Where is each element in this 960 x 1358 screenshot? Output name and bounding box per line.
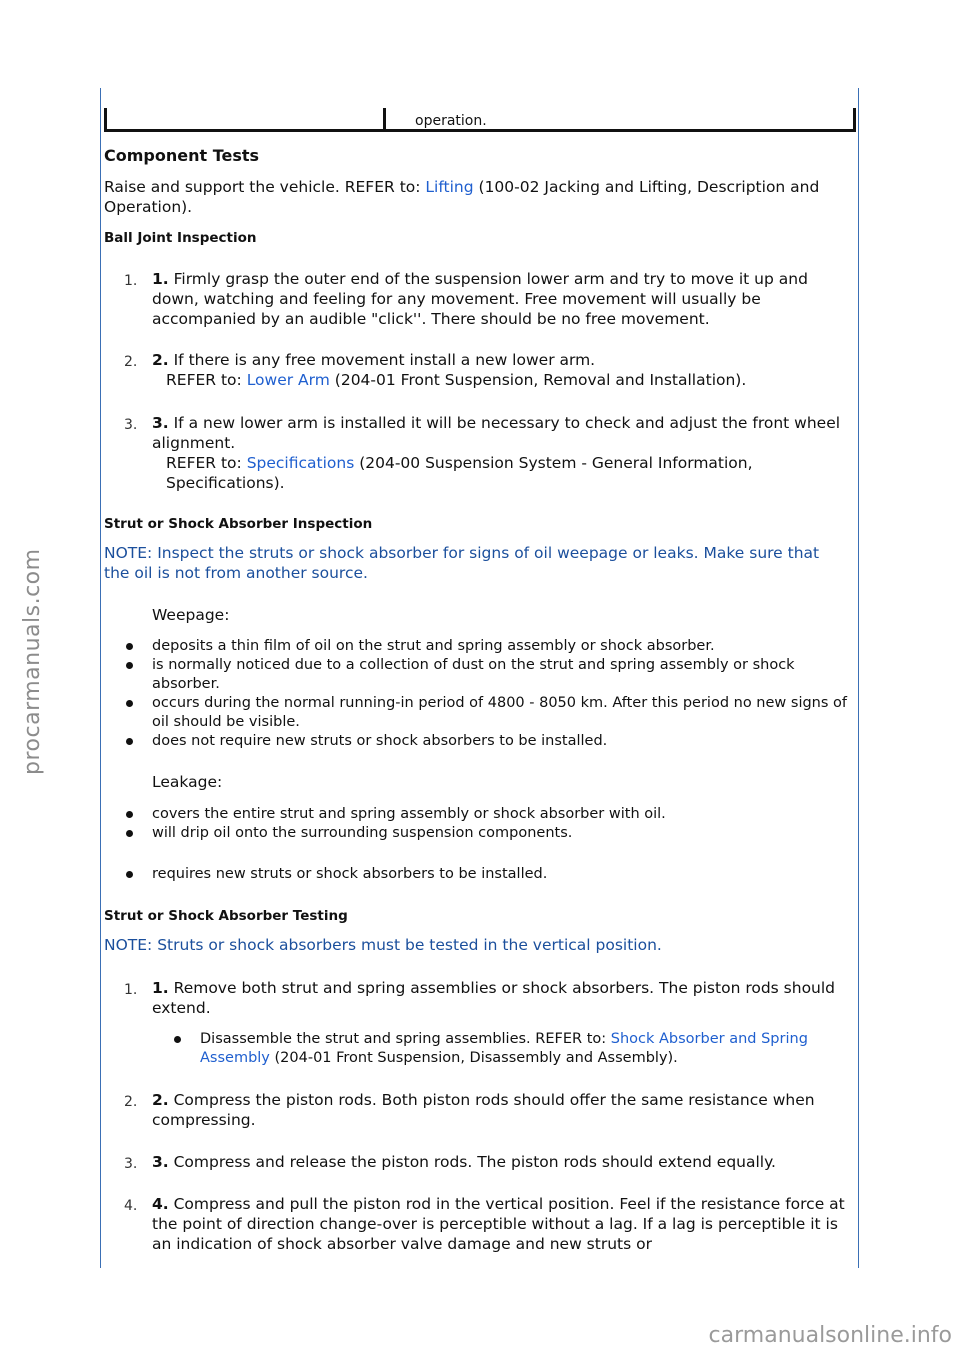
- strut-testing-note: NOTE: Struts or shock absorbers must be tested in the vertical position.: [104, 936, 662, 954]
- lower-arm-link[interactable]: Lower Arm: [246, 371, 330, 389]
- refer-text: REFER to:: [166, 371, 247, 389]
- page-frame-left: [100, 88, 101, 1268]
- step-num: 1.: [152, 979, 169, 997]
- bullet-icon: [126, 811, 133, 818]
- bullet-icon: [174, 1036, 181, 1043]
- step-text: If there is any free movement install a new lower arm.: [168, 351, 596, 369]
- bullet-icon: [126, 738, 133, 745]
- step-num: 2.: [152, 351, 169, 369]
- component-tests-intro: [104, 177, 844, 217]
- table-border-bottom: [104, 129, 856, 132]
- step-text: Compress and pull the piston rod in the vertical position. Feel if the resistance force at the point of direction change-over is perceptible without a lag. If a lag is perceptible it is an indication of shock absorber valve damage and new struts or: [152, 1195, 845, 1253]
- step-text: Remove both strut and spring assemblies or shock absorbers. The piston rods should extend.: [152, 979, 836, 1017]
- bullet-icon: [126, 643, 133, 650]
- watermark-left: procarmanuals.com: [20, 548, 45, 775]
- list-item: [124, 805, 848, 824]
- intro-text: Raise and support the vehicle. REFER to:: [104, 178, 426, 196]
- list-item: [124, 865, 848, 884]
- bullet-icon: [126, 871, 133, 878]
- list-item-text: will drip oil onto the surrounding suspension components.: [152, 825, 573, 841]
- sub-text-after: (204-01 Front Suspension, Disassembly and Assembly).: [269, 1050, 678, 1066]
- step-marker: 3.: [124, 417, 138, 433]
- list-item-text: occurs during the normal running-in period of 4800 - 8050 km. After this period no new signs of oil should be visible.: [152, 695, 848, 730]
- strut-testing-heading: Strut or Shock Absorber Testing: [104, 908, 348, 924]
- step-num: 3.: [152, 1153, 169, 1171]
- strut-inspection-note: NOTE: Inspect the struts or shock absorber for signs of oil weepage or leaks. Make sure that the oil is not from another source.: [104, 544, 820, 582]
- ball-joint-heading: Ball Joint Inspection: [104, 230, 257, 246]
- step-marker: 2.: [124, 354, 138, 370]
- specifications-link[interactable]: Specifications: [246, 454, 355, 472]
- list-item: [124, 637, 848, 656]
- bullet-icon: [126, 700, 133, 707]
- step-num: 4.: [152, 1195, 169, 1213]
- list-item-text: does not require new struts or shock absorbers to be installed.: [152, 733, 608, 749]
- weepage-label: Weepage:: [152, 606, 230, 624]
- step-text: Compress and release the piston rods. The piston rods should extend equally.: [168, 1153, 776, 1171]
- refer-after: (204-00 Suspension System - General Information, Specifications).: [166, 454, 753, 492]
- leakage-list: [124, 805, 848, 843]
- step-marker: 4.: [124, 1198, 138, 1214]
- step-text: Firmly grasp the outer end of the suspension lower arm and try to move it up and down, watching and feeling for any movement. Free movement will usually be accompanied by an audible "click''. There should be no free movement.: [152, 270, 808, 328]
- component-tests-heading: Component Tests: [104, 146, 260, 165]
- sub-text: Disassemble the strut and spring assemblies. REFER to:: [200, 1031, 611, 1047]
- step-marker: 2.: [124, 1094, 138, 1110]
- step-num: 1.: [152, 270, 169, 288]
- refer-after: (204-01 Front Suspension, Removal and Installation).: [329, 371, 747, 389]
- bullet-icon: [126, 662, 133, 669]
- list-item: [124, 694, 848, 732]
- bullet-icon: [126, 830, 133, 837]
- step-marker: 1.: [124, 273, 138, 289]
- list-item-text: is normally noticed due to a collection of dust on the strut and spring assembly or shock absorber.: [152, 657, 795, 692]
- step-body: [152, 1090, 852, 1130]
- step-num: 3.: [152, 414, 169, 432]
- list-item-text: requires new struts or shock absorbers to be installed.: [152, 866, 548, 882]
- leakage-extra-list: [124, 865, 848, 884]
- table-fragment: [104, 108, 856, 132]
- strut-inspection-heading: Strut or Shock Absorber Inspection: [104, 516, 373, 532]
- step-body: [152, 1194, 852, 1254]
- intro-text-after: (100-02 Jacking and Lifting, Description and Operation).: [104, 178, 820, 216]
- step-text: If a new lower arm is installed it will be necessary to check and adjust the front wheel alignment.: [152, 414, 841, 452]
- step-body: [152, 350, 852, 390]
- step-text: Compress the piston rods. Both piston rods should offer the same resistance when compressing.: [152, 1091, 815, 1129]
- list-item-text: covers the entire strut and spring assembly or shock absorber with oil.: [152, 806, 666, 822]
- step-body: [152, 978, 852, 1018]
- list-item: [124, 656, 848, 694]
- step-marker: 3.: [124, 1156, 138, 1172]
- step-body: [152, 413, 852, 493]
- watermark-bottom: carmanualsonline.info: [708, 1323, 952, 1348]
- lifting-link[interactable]: Lifting: [425, 178, 474, 196]
- weepage-list: [124, 637, 848, 751]
- table-cell-text: operation.: [415, 113, 487, 129]
- step-marker: 1.: [124, 982, 138, 998]
- list-item: [124, 732, 848, 751]
- list-item-text: deposits a thin film of oil on the strut and spring assembly or shock absorber.: [152, 638, 715, 654]
- refer-text: REFER to:: [166, 454, 247, 472]
- strut-test-step-1-subitems: [172, 1030, 832, 1068]
- list-item: [124, 824, 848, 843]
- page-frame-right: [858, 88, 859, 1268]
- shock-absorber-link[interactable]: Shock Absorber and Spring Assembly: [200, 1031, 808, 1066]
- list-item: [172, 1030, 832, 1068]
- leakage-label: Leakage:: [152, 773, 223, 791]
- step-num: 2.: [152, 1091, 169, 1109]
- step-body: [152, 1152, 852, 1172]
- step-body: [152, 269, 852, 329]
